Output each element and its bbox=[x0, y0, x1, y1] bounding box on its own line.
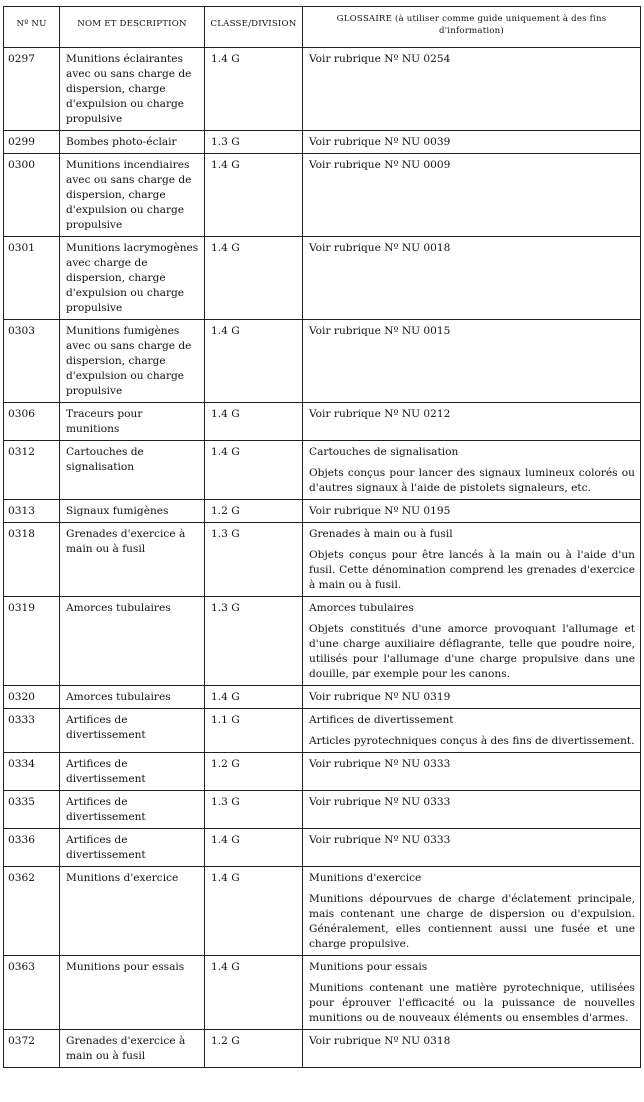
glossary-cell bbox=[303, 709, 641, 753]
name-description-cell: Grenades d'exercice à main ou à fusil bbox=[60, 523, 205, 597]
table-row bbox=[4, 1030, 641, 1068]
table-row bbox=[4, 829, 641, 867]
name-description-cell: Signaux fumigènes bbox=[60, 500, 205, 523]
glossary-description: Objets constitués d'une amorce provoquant l'allumage et d'une charge auxiliaire déflagrante, telle que poudre noire, utilisés pour l'allumage d'une charge propulsive dans une douille, par exemple pour les canons. bbox=[309, 623, 635, 680]
un-number-cell: 0301 bbox=[4, 237, 60, 320]
glossary-description: Articles pyrotechniques conçus à des fins de divertissement. bbox=[309, 735, 635, 747]
name-description-cell: Munitions incendiaires avec ou sans charge de dispersion, charge d'expulsion ou charge propulsive bbox=[60, 154, 205, 237]
glossary-cell bbox=[303, 131, 641, 154]
table-row bbox=[4, 597, 641, 686]
class-division-cell: 1.4 G bbox=[205, 956, 303, 1030]
un-number-cell: 0297 bbox=[4, 48, 60, 131]
table-row bbox=[4, 154, 641, 237]
glossary-title: Voir rubrique Nº NU 0195 bbox=[309, 505, 451, 517]
class-division-cell: 1.4 G bbox=[205, 403, 303, 441]
name-description-cell: Amorces tubulaires bbox=[60, 597, 205, 686]
glossary-cell bbox=[303, 237, 641, 320]
class-division-cell: 1.2 G bbox=[205, 1030, 303, 1068]
table-header bbox=[4, 7, 641, 48]
table-body bbox=[4, 48, 641, 1068]
un-number-cell: 0333 bbox=[4, 709, 60, 753]
un-number-cell: 0319 bbox=[4, 597, 60, 686]
class-division-cell: 1.4 G bbox=[205, 48, 303, 131]
glossary-cell bbox=[303, 154, 641, 237]
header-un-number: Nº NU bbox=[4, 7, 60, 48]
un-number-cell: 0334 bbox=[4, 753, 60, 791]
class-division-cell: 1.2 G bbox=[205, 753, 303, 791]
class-division-cell: 1.4 G bbox=[205, 829, 303, 867]
glossary-title: Voir rubrique Nº NU 0212 bbox=[309, 408, 451, 420]
glossary-cell bbox=[303, 829, 641, 867]
glossary-title: Voir rubrique Nº NU 0319 bbox=[309, 691, 451, 703]
glossary-title: Munitions pour essais bbox=[309, 961, 428, 973]
glossary-cell bbox=[303, 500, 641, 523]
name-description-cell: Munitions lacrymogènes avec charge de dispersion, charge d'expulsion ou charge propulsive bbox=[60, 237, 205, 320]
class-division-cell: 1.4 G bbox=[205, 237, 303, 320]
name-description-cell: Munitions d'exercice bbox=[60, 867, 205, 956]
glossary-title: Voir rubrique Nº NU 0333 bbox=[309, 796, 451, 808]
name-description-cell: Cartouches de signalisation bbox=[60, 441, 205, 500]
class-division-cell: 1.3 G bbox=[205, 597, 303, 686]
class-division-cell: 1.4 G bbox=[205, 867, 303, 956]
un-number-cell: 0313 bbox=[4, 500, 60, 523]
un-number-cell: 0362 bbox=[4, 867, 60, 956]
name-description-cell: Amorces tubulaires bbox=[60, 686, 205, 709]
header-row bbox=[4, 7, 641, 48]
table-row bbox=[4, 441, 641, 500]
class-division-cell: 1.3 G bbox=[205, 131, 303, 154]
table-row bbox=[4, 403, 641, 441]
glossary-title: Artifices de divertissement bbox=[309, 714, 454, 726]
glossary-cell bbox=[303, 441, 641, 500]
glossary-description: Objets conçus pour lancer des signaux lumineux colorés ou d'autres signaux à l'aide de pistolets signaleurs, etc. bbox=[309, 467, 635, 494]
class-division-cell: 1.4 G bbox=[205, 320, 303, 403]
glossary-description: Munitions contenant une matière pyrotechnique, utilisées pour éprouver l'efficacité ou la puissance de nouvelles munitions ou de nouveaux éléments ou ensembles d'armes. bbox=[309, 982, 635, 1024]
un-explosives-table bbox=[3, 6, 641, 1068]
class-division-cell: 1.3 G bbox=[205, 523, 303, 597]
class-division-cell: 1.3 G bbox=[205, 791, 303, 829]
glossary-title: Voir rubrique Nº NU 0015 bbox=[309, 325, 451, 337]
glossary-cell bbox=[303, 1030, 641, 1068]
glossary-title: Voir rubrique Nº NU 0318 bbox=[309, 1035, 451, 1047]
name-description-cell: Munitions pour essais bbox=[60, 956, 205, 1030]
glossary-title: Voir rubrique Nº NU 0333 bbox=[309, 758, 451, 770]
table-row bbox=[4, 523, 641, 597]
glossary-cell bbox=[303, 753, 641, 791]
table-row bbox=[4, 686, 641, 709]
table-row bbox=[4, 753, 641, 791]
name-description-cell: Grenades d'exercice à main ou à fusil bbox=[60, 1030, 205, 1068]
class-division-cell: 1.1 G bbox=[205, 709, 303, 753]
un-number-cell: 0335 bbox=[4, 791, 60, 829]
table-row bbox=[4, 131, 641, 154]
glossary-cell bbox=[303, 320, 641, 403]
un-number-cell: 0372 bbox=[4, 1030, 60, 1068]
table-row bbox=[4, 956, 641, 1030]
glossary-title: Grenades à main ou à fusil bbox=[309, 528, 453, 540]
glossary-cell bbox=[303, 867, 641, 956]
name-description-cell: Traceurs pour munitions bbox=[60, 403, 205, 441]
glossary-title: Voir rubrique Nº NU 0009 bbox=[309, 159, 451, 171]
class-division-cell: 1.4 G bbox=[205, 154, 303, 237]
glossary-cell bbox=[303, 597, 641, 686]
table-row bbox=[4, 791, 641, 829]
name-description-cell: Artifices de divertissement bbox=[60, 791, 205, 829]
glossary-description: Munitions dépourvues de charge d'éclatement principale, mais contenant une charge de dispersion ou d'expulsion. Généralement, elles contiennent aussi une fusée et une charge propulsive. bbox=[309, 893, 635, 950]
document-page bbox=[3, 6, 640, 1068]
name-description-cell: Artifices de divertissement bbox=[60, 753, 205, 791]
glossary-title: Voir rubrique Nº NU 0039 bbox=[309, 136, 451, 148]
glossary-cell bbox=[303, 48, 641, 131]
name-description-cell: Artifices de divertissement bbox=[60, 709, 205, 753]
class-division-cell: 1.4 G bbox=[205, 441, 303, 500]
glossary-cell bbox=[303, 956, 641, 1030]
glossary-title: Voir rubrique Nº NU 0254 bbox=[309, 53, 451, 65]
table-row bbox=[4, 237, 641, 320]
table-row bbox=[4, 867, 641, 956]
un-number-cell: 0312 bbox=[4, 441, 60, 500]
un-number-cell: 0300 bbox=[4, 154, 60, 237]
table-row bbox=[4, 500, 641, 523]
glossary-cell bbox=[303, 403, 641, 441]
glossary-title: Munitions d'exercice bbox=[309, 872, 422, 884]
table-row bbox=[4, 320, 641, 403]
glossary-title: Voir rubrique Nº NU 0018 bbox=[309, 242, 451, 254]
name-description-cell: Artifices de divertissement bbox=[60, 829, 205, 867]
un-number-cell: 0336 bbox=[4, 829, 60, 867]
glossary-cell bbox=[303, 523, 641, 597]
header-name-description: NOM ET DESCRIPTION bbox=[60, 7, 205, 48]
glossary-title: Voir rubrique Nº NU 0333 bbox=[309, 834, 451, 846]
glossary-cell bbox=[303, 686, 641, 709]
class-division-cell: 1.2 G bbox=[205, 500, 303, 523]
un-number-cell: 0320 bbox=[4, 686, 60, 709]
name-description-cell: Munitions éclairantes avec ou sans charge de dispersion, charge d'expulsion ou charge propulsive bbox=[60, 48, 205, 131]
glossary-title: Amorces tubulaires bbox=[309, 602, 414, 614]
un-number-cell: 0303 bbox=[4, 320, 60, 403]
glossary-title: Cartouches de signalisation bbox=[309, 446, 459, 458]
glossary-description: Objets conçus pour être lancés à la main ou à l'aide d'un fusil. Cette dénomination comprend les grenades d'exercice à main ou à fusil. bbox=[309, 549, 635, 591]
glossary-cell bbox=[303, 791, 641, 829]
un-number-cell: 0363 bbox=[4, 956, 60, 1030]
un-number-cell: 0299 bbox=[4, 131, 60, 154]
un-number-cell: 0306 bbox=[4, 403, 60, 441]
header-class-division: CLASSE/DIVISION bbox=[205, 7, 303, 48]
table-row bbox=[4, 48, 641, 131]
table-row bbox=[4, 709, 641, 753]
un-number-cell: 0318 bbox=[4, 523, 60, 597]
class-division-cell: 1.4 G bbox=[205, 686, 303, 709]
name-description-cell: Munitions fumigènes avec ou sans charge de dispersion, charge d'expulsion ou charge propulsive bbox=[60, 320, 205, 403]
header-glossary: GLOSSAIRE (à utiliser comme guide uniquement à des fins d'information) bbox=[303, 7, 641, 48]
name-description-cell: Bombes photo-éclair bbox=[60, 131, 205, 154]
